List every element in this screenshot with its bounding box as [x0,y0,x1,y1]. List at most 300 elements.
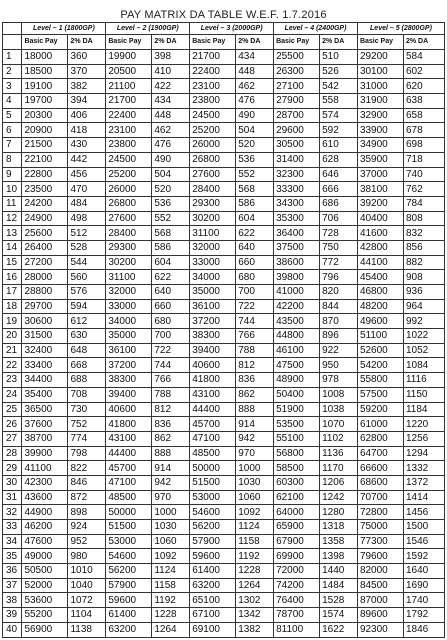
da-cell: 1574 [320,608,358,623]
da-cell: 510 [320,50,358,65]
da-cell: 1382 [236,622,274,637]
da-cell: 490 [236,108,274,123]
basic-pay-cell: 24500 [190,108,236,123]
table-row [3,490,445,505]
table-row [3,226,445,241]
basic-pay-cell: 61400 [190,564,236,579]
da-cell: 970 [236,446,274,461]
serial-cell: 27 [3,431,22,446]
da-cell: 1092 [236,505,274,520]
da-cell: 1690 [403,578,444,593]
basic-pay-cell: 65100 [190,593,236,608]
basic-pay-cell: 28400 [106,226,152,241]
da-cell: 1792 [403,608,444,623]
da-cell: 888 [236,402,274,417]
da-cell: 1242 [320,490,358,505]
da-cell: 744 [152,358,190,373]
basic-pay-cell: 30600 [22,314,68,329]
serial-cell: 10 [3,182,22,197]
table-row [3,593,445,608]
da-cell: 766 [152,373,190,388]
da-cell: 604 [236,211,274,226]
basic-pay-cell: 38300 [106,373,152,388]
da-cell: 628 [320,152,358,167]
da-cell: 470 [68,182,106,197]
basic-pay-cell: 52600 [357,343,403,358]
da-cell: 1158 [152,578,190,593]
da-cell: 586 [152,240,190,255]
basic-pay-cell: 61400 [106,608,152,623]
da-cell: 1030 [152,520,190,535]
da-cell: 1158 [236,534,274,549]
da-cell: 1052 [403,343,444,358]
basic-pay-cell: 64700 [357,446,403,461]
basic-pay-cell: 82000 [357,564,403,579]
da-cell: 766 [236,329,274,344]
table-row [3,402,445,417]
basic-pay-cell: 50000 [190,461,236,476]
pay-matrix-sheet [2,8,445,638]
da-cell: 914 [236,417,274,432]
serial-cell: 40 [3,622,22,637]
table-row [3,608,445,623]
basic-pay-cell: 72800 [357,505,403,520]
da-cell: 836 [152,417,190,432]
da-cell: 612 [68,314,106,329]
table-row [3,108,445,123]
da-cell: 844 [320,299,358,314]
basic-pay-cell: 50500 [22,564,68,579]
basic-pay-header: Basic Pay [22,35,68,50]
da-cell: 992 [403,314,444,329]
serial-cell: 2 [3,64,22,79]
da-cell: 1228 [236,564,274,579]
da-cell: 536 [152,196,190,211]
basic-pay-cell: 31100 [190,226,236,241]
table-row [3,387,445,402]
da-cell: 622 [152,270,190,285]
basic-pay-header: Basic Pay [106,35,152,50]
serial-cell: 29 [3,461,22,476]
serial-cell: 15 [3,255,22,270]
basic-pay-cell: 41800 [106,417,152,432]
basic-pay-cell: 89600 [357,608,403,623]
basic-pay-cell: 32400 [22,343,68,358]
da-cell: 1060 [152,534,190,549]
serial-cell: 20 [3,329,22,344]
level-1-header: Level – 1 (1800GP) [22,23,106,35]
basic-pay-cell: 70700 [357,490,403,505]
basic-pay-cell: 55100 [274,431,320,446]
da-cell: 718 [403,152,444,167]
basic-pay-cell: 54200 [357,358,403,373]
da-cell: 788 [152,387,190,402]
basic-pay-cell: 27600 [190,167,236,182]
da-cell: 394 [68,94,106,109]
basic-pay-cell: 31400 [274,152,320,167]
basic-pay-cell: 34000 [190,270,236,285]
basic-pay-cell: 52000 [22,578,68,593]
serial-cell: 18 [3,299,22,314]
table-row [3,417,445,432]
basic-pay-cell: 44400 [106,446,152,461]
table-row [3,138,445,153]
da-header: 2% DA [403,35,444,50]
da-cell: 1040 [68,578,106,593]
basic-pay-cell: 19100 [22,79,68,94]
basic-pay-cell: 81100 [274,622,320,637]
table-row [3,534,445,549]
basic-pay-cell: 56900 [22,622,68,637]
basic-pay-cell: 25200 [106,167,152,182]
da-cell: 476 [236,94,274,109]
serial-cell: 19 [3,314,22,329]
basic-pay-cell: 33000 [190,255,236,270]
da-cell: 620 [403,79,444,94]
basic-pay-cell: 50000 [106,505,152,520]
da-cell: 1414 [403,490,444,505]
basic-pay-cell: 48200 [357,299,403,314]
table-row [3,299,445,314]
da-cell: 1398 [320,549,358,564]
basic-pay-cell: 48500 [106,490,152,505]
basic-pay-cell: 26300 [274,64,320,79]
da-cell: 382 [68,79,106,94]
da-cell: 1170 [320,461,358,476]
basic-pay-cell: 67100 [190,608,236,623]
basic-pay-cell: 40600 [190,358,236,373]
basic-pay-cell: 42200 [274,299,320,314]
basic-pay-cell: 29700 [22,299,68,314]
da-cell: 980 [68,549,106,564]
da-cell: 640 [236,240,274,255]
da-cell: 762 [403,182,444,197]
basic-pay-cell: 24500 [106,152,152,167]
basic-pay-cell: 58500 [274,461,320,476]
basic-pay-cell: 72000 [274,564,320,579]
da-cell: 700 [236,285,274,300]
da-cell: 504 [152,167,190,182]
basic-pay-cell: 75000 [357,520,403,535]
da-cell: 1084 [403,358,444,373]
basic-pay-cell: 41600 [357,226,403,241]
da-cell: 1206 [320,475,358,490]
da-cell: 1184 [403,402,444,417]
basic-pay-cell: 19700 [22,94,68,109]
da-cell: 836 [236,373,274,388]
basic-pay-cell: 43100 [190,387,236,402]
da-cell: 490 [152,152,190,167]
basic-pay-cell: 27600 [106,211,152,226]
da-cell: 942 [152,475,190,490]
da-cell: 936 [403,285,444,300]
da-cell: 520 [152,182,190,197]
basic-pay-cell: 55200 [22,608,68,623]
basic-pay-cell: 63200 [106,622,152,637]
basic-pay-cell: 33900 [357,123,403,138]
basic-pay-cell: 31000 [357,79,403,94]
basic-pay-cell: 47600 [22,534,68,549]
da-cell: 862 [152,431,190,446]
serial-subheader [3,35,22,50]
table-row [3,211,445,226]
da-cell: 1000 [152,505,190,520]
basic-pay-cell: 22800 [22,167,68,182]
basic-pay-cell: 41800 [190,373,236,388]
da-cell: 584 [403,50,444,65]
da-cell: 430 [68,138,106,153]
da-cell: 808 [403,211,444,226]
da-cell: 660 [152,299,190,314]
serial-cell: 35 [3,549,22,564]
basic-pay-cell: 48900 [274,373,320,388]
basic-pay-cell: 35300 [274,211,320,226]
basic-pay-cell: 38300 [190,329,236,344]
da-cell: 1740 [403,593,444,608]
basic-pay-cell: 36100 [106,343,152,358]
basic-pay-cell: 36400 [274,226,320,241]
da-cell: 1092 [152,549,190,564]
basic-pay-cell: 21500 [22,138,68,153]
basic-pay-cell: 26800 [190,152,236,167]
level-3-header: Level – 3 (2000GP) [190,23,274,35]
table-row [3,64,445,79]
basic-pay-cell: 65900 [274,520,320,535]
basic-pay-cell: 22400 [106,108,152,123]
table-row [3,167,445,182]
da-cell: 706 [320,211,358,226]
da-cell: 1342 [236,608,274,623]
basic-pay-cell: 68600 [357,475,403,490]
da-cell: 922 [320,343,358,358]
da-cell: 456 [68,167,106,182]
basic-pay-cell: 45700 [190,417,236,432]
da-cell: 698 [403,138,444,153]
da-cell: 680 [236,270,274,285]
da-cell: 536 [236,152,274,167]
da-cell: 668 [68,358,106,373]
serial-cell: 31 [3,490,22,505]
basic-pay-cell: 69100 [190,622,236,637]
da-cell: 398 [152,50,190,65]
da-cell: 898 [68,505,106,520]
da-cell: 1116 [403,373,444,388]
basic-pay-header: Basic Pay [274,35,320,50]
serial-cell: 30 [3,475,22,490]
da-cell: 680 [152,314,190,329]
da-cell: 862 [236,387,274,402]
table-row [3,475,445,490]
serial-cell: 37 [3,578,22,593]
table-row [3,240,445,255]
da-cell: 1220 [403,417,444,432]
page-title: PAY MATRIX DA TABLE W.E.F. 1.7.2016 [120,9,327,21]
basic-pay-cell: 37500 [274,240,320,255]
da-cell: 796 [320,270,358,285]
basic-pay-cell: 23100 [190,79,236,94]
basic-pay-cell: 24200 [22,196,68,211]
basic-pay-cell: 63200 [190,578,236,593]
da-cell: 552 [152,211,190,226]
basic-pay-cell: 51500 [190,475,236,490]
da-cell: 1484 [320,578,358,593]
basic-pay-cell: 39200 [357,196,403,211]
da-cell: 462 [152,123,190,138]
basic-pay-cell: 39900 [22,446,68,461]
serial-cell: 13 [3,226,22,241]
basic-pay-cell: 31900 [357,94,403,109]
da-cell: 604 [152,255,190,270]
basic-pay-cell: 48500 [190,446,236,461]
da-cell: 952 [68,534,106,549]
basic-pay-cell: 20900 [22,123,68,138]
basic-pay-cell: 53000 [190,490,236,505]
basic-pay-cell: 34400 [22,373,68,388]
basic-pay-cell: 30500 [274,138,320,153]
da-cell: 542 [320,79,358,94]
basic-pay-cell: 79600 [357,549,403,564]
da-cell: 772 [320,255,358,270]
basic-pay-cell: 43500 [274,314,320,329]
basic-pay-cell: 53000 [106,534,152,549]
basic-pay-cell: 59600 [106,593,152,608]
basic-pay-cell: 87000 [357,593,403,608]
basic-pay-cell: 57500 [357,387,403,402]
da-cell: 1038 [320,402,358,417]
table-row [3,343,445,358]
basic-pay-cell: 27200 [22,255,68,270]
basic-pay-cell: 40400 [357,211,403,226]
da-cell: 1104 [68,608,106,623]
da-cell: 970 [152,490,190,505]
da-cell: 1070 [320,417,358,432]
basic-pay-cell: 50400 [274,387,320,402]
basic-pay-cell: 34900 [357,138,403,153]
basic-pay-cell: 29300 [106,240,152,255]
basic-pay-cell: 37200 [190,314,236,329]
da-cell: 660 [236,255,274,270]
da-cell: 1440 [320,564,358,579]
table-row [3,578,445,593]
basic-pay-cell: 35000 [106,329,152,344]
basic-pay-header: Basic Pay [190,35,236,50]
basic-pay-cell: 31500 [22,329,68,344]
basic-pay-cell: 28000 [22,270,68,285]
basic-pay-cell: 28700 [274,108,320,123]
da-cell: 750 [320,240,358,255]
table-row [3,94,445,109]
serial-cell: 1 [3,50,22,65]
basic-pay-cell: 51100 [357,329,403,344]
da-cell: 552 [236,167,274,182]
basic-pay-cell: 47100 [190,431,236,446]
da-cell: 630 [68,329,106,344]
da-cell: 686 [320,196,358,211]
da-cell: 872 [68,490,106,505]
da-cell: 484 [68,196,106,211]
da-cell: 1124 [236,520,274,535]
table-row [3,622,445,637]
basic-pay-cell: 56800 [274,446,320,461]
da-cell: 832 [403,226,444,241]
basic-pay-cell: 30200 [106,255,152,270]
basic-pay-cell: 42800 [357,240,403,255]
da-cell: 1138 [68,622,106,637]
da-cell: 942 [236,431,274,446]
da-cell: 722 [236,299,274,314]
basic-pay-cell: 37000 [357,167,403,182]
basic-pay-cell: 59200 [357,402,403,417]
basic-pay-cell: 25500 [274,50,320,65]
da-cell: 558 [320,94,358,109]
basic-pay-cell: 38600 [274,255,320,270]
da-cell: 1294 [403,446,444,461]
basic-pay-cell: 51500 [106,520,152,535]
basic-pay-cell: 36500 [22,402,68,417]
level-4-header: Level – 4 (2400GP) [274,23,358,35]
da-cell: 418 [68,123,106,138]
basic-pay-cell: 22400 [190,64,236,79]
da-cell: 576 [68,285,106,300]
da-cell: 1302 [236,593,274,608]
table-row [3,461,445,476]
table-row [3,79,445,94]
basic-pay-cell: 78700 [274,608,320,623]
basic-pay-cell: 55800 [357,373,403,388]
da-cell: 1022 [403,329,444,344]
basic-pay-cell: 41000 [274,285,320,300]
basic-pay-cell: 20500 [106,64,152,79]
basic-pay-cell: 49600 [357,314,403,329]
da-cell: 896 [320,329,358,344]
da-cell: 784 [403,196,444,211]
da-cell: 914 [152,461,190,476]
serial-cell: 17 [3,285,22,300]
pay-matrix-table [2,22,445,638]
da-header: 2% DA [236,35,274,50]
table-row [3,196,445,211]
basic-pay-cell: 38100 [357,182,403,197]
da-cell: 476 [152,138,190,153]
table-row [3,123,445,138]
serial-header [3,23,22,35]
basic-pay-cell: 60300 [274,475,320,490]
da-cell: 602 [403,64,444,79]
table-row [3,314,445,329]
basic-pay-cell: 45700 [106,461,152,476]
serial-cell: 5 [3,108,22,123]
serial-cell: 25 [3,402,22,417]
da-cell: 568 [152,226,190,241]
table-row [3,564,445,579]
da-cell: 504 [236,123,274,138]
da-cell: 1280 [320,505,358,520]
serial-cell: 4 [3,94,22,109]
da-cell: 568 [236,182,274,197]
basic-pay-cell: 23800 [190,94,236,109]
da-cell: 448 [152,108,190,123]
basic-pay-cell: 34000 [106,314,152,329]
da-cell: 1136 [320,446,358,461]
da-cell: 528 [68,240,106,255]
table-row [3,358,445,373]
basic-pay-cell: 37600 [22,417,68,432]
basic-pay-cell: 69900 [274,549,320,564]
table-row [3,505,445,520]
da-cell: 744 [236,314,274,329]
da-cell: 822 [68,461,106,476]
basic-pay-cell: 25600 [22,226,68,241]
